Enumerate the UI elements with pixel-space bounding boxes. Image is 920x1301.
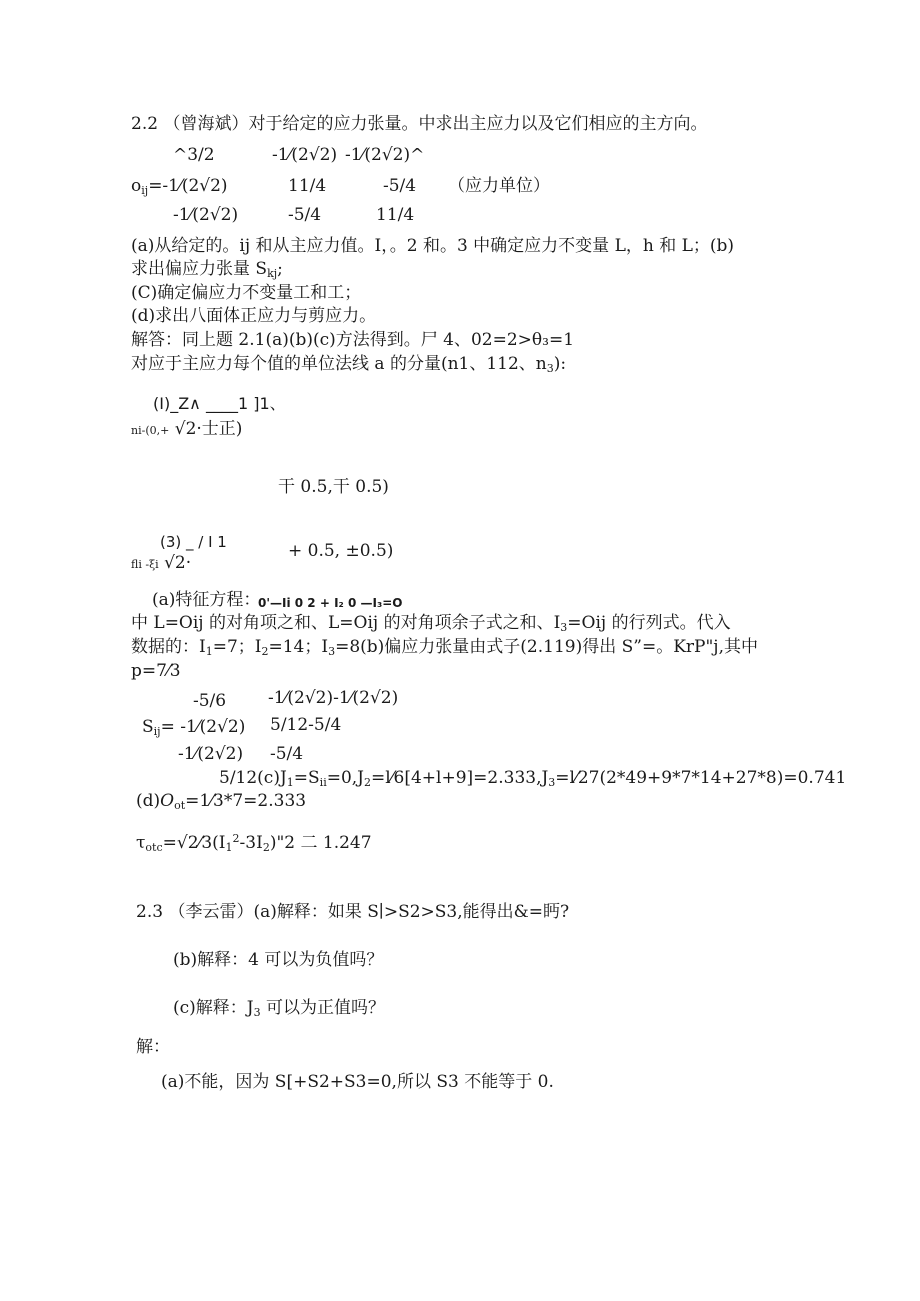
normal-3-line-2: fli -ξi √2· bbox=[131, 553, 192, 573]
problem-2-3-answer-label: 解： bbox=[136, 1037, 170, 1057]
dev-matrix-r3c1: -1⁄(2√2) bbox=[178, 744, 244, 764]
dev-matrix-r3c2: -5/4 bbox=[270, 744, 304, 764]
matrix-r3c3: 11/4 bbox=[376, 205, 415, 225]
question-a: (a)从给定的。ij 和从主应力值。I，。2 和。3 中确定应力不变量 L，h 和 L；(b) bbox=[131, 236, 735, 256]
answer-line-2: 对应于主应力每个值的单位法线 a 的分量(n1、112、$n_3$): bbox=[131, 354, 567, 375]
matrix-r1c3: -1⁄(2√2)^ bbox=[345, 145, 425, 165]
stress-unit-label: （应力单位） bbox=[448, 176, 550, 196]
matrix-r1c1: ^3/2 bbox=[173, 145, 215, 165]
problem-2-3-question-c: (c)解释：$J_3$ 可以为正值吗？ bbox=[173, 998, 386, 1019]
question-c: (C)确定偏应力不变量工和工； bbox=[131, 283, 362, 303]
invariants-line-1: 中 L=Oij 的对角项之和、L=Oij 的对角项余子式之和、$I_3=Oij$ 的行列式。代入 bbox=[131, 613, 731, 634]
problem-2-2-heading: 2.2 （曾海斌）对于给定的应力张量。中求出主应力以及它们相应的主方向。 bbox=[131, 114, 708, 134]
deviatoric-invariants: $5/12(c)J_1=S_{ii}=0,J_2=l⁄6[4+l+9]=2.333,J_3=l⁄27(2*49+9*7*14+27*8)=0.741$ bbox=[219, 768, 847, 789]
invariants-line-2: 数据的：$I_1=7$；$I_2=14$；$I_3=8(b)$偏应力张量由式子(2.119)得出 S”=。KrP"j,其中 bbox=[131, 637, 758, 658]
answer-line-1: 解答：同上题 2.1(a)(b)(c)方法得到。尸 4、02=2>θ₃=1 bbox=[131, 330, 575, 350]
matrix-r2c1: $o_{ij}=-1⁄(2√2)$ bbox=[131, 176, 228, 197]
normal-1-line-2: ni-(0,+ √2·士正) bbox=[131, 419, 243, 439]
dev-matrix-r2c1: $S_{ij}=$ -1⁄(2√2) bbox=[142, 717, 246, 738]
char-eq-formula: 0'—Ii 0 2 + I₂ 0 —I₃=O bbox=[258, 596, 403, 610]
normal-3-line-1: (3) _ / I 1 bbox=[160, 533, 227, 551]
dev-matrix-r1c1: -5/6 bbox=[193, 691, 227, 711]
char-eq-label: (a)特征方程： bbox=[152, 590, 261, 610]
matrix-r3c2: -5/4 bbox=[288, 205, 322, 225]
question-b: 求出偏应力张量 $S_{kj}$; bbox=[131, 259, 283, 280]
normal-1-line-1: (I)_Z∧ ____1 ]1、 bbox=[153, 394, 286, 413]
question-d: (d)求出八面体正应力与剪应力。 bbox=[131, 306, 377, 326]
octahedral-shear-stress: $\tau_{otc}=√2⁄3(I_1^2-3I_2)"2$ 二 1.247 bbox=[136, 832, 372, 854]
problem-2-3-heading: 2.3 （李云雷）(a)解释：如果 S∣>S2>S3,能得出&=眄? bbox=[136, 902, 570, 922]
dev-matrix-r1c2: -1⁄(2√2)-1⁄(2√2) bbox=[268, 688, 399, 708]
problem-2-3-answer-a: (a)不能，因为 S[+S2+S3=0,所以 S3 不能等于 0. bbox=[161, 1072, 554, 1092]
normal-2-line: 干 0.5,干 0.5) bbox=[278, 477, 389, 497]
normal-3-line-1b: + 0.5, ±0.5) bbox=[288, 541, 394, 561]
matrix-r2c3: -5/4 bbox=[383, 176, 417, 196]
problem-2-3-question-b: (b)解释：4 可以为负值吗？ bbox=[173, 950, 384, 970]
dev-matrix-r2c2: 5/12-5/4 bbox=[270, 715, 342, 735]
matrix-r3c1: -1⁄(2√2) bbox=[173, 205, 239, 225]
matrix-r2c2: 11/4 bbox=[288, 176, 327, 196]
p-value: p=7⁄3 bbox=[131, 661, 181, 681]
matrix-r1c2: -1⁄(2√2) bbox=[272, 145, 338, 165]
octahedral-normal-stress: $(d)O_{ot}=1⁄3*7=2.333$ bbox=[136, 791, 307, 812]
